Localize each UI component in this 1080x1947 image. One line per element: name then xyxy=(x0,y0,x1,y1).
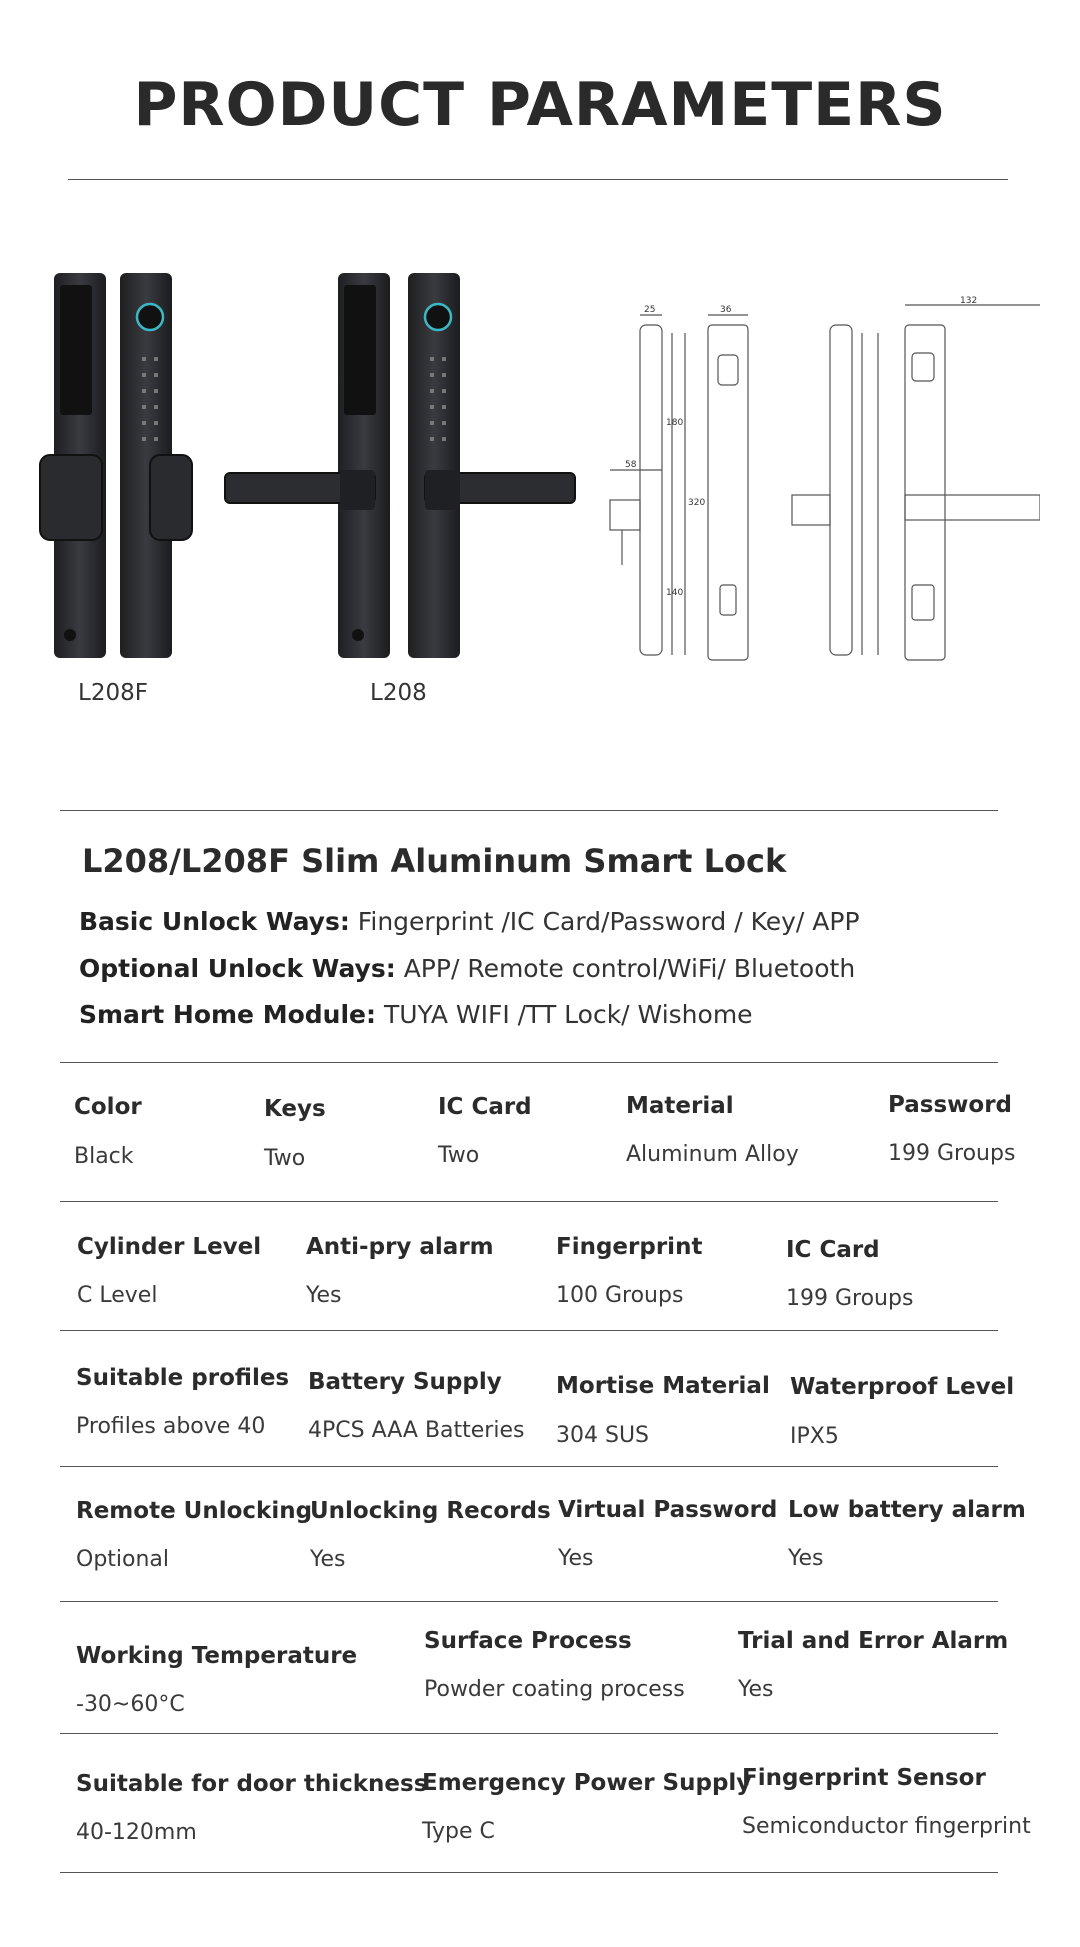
basic-unlock-value: Fingerprint /IC Card/Password / Key/ APP xyxy=(349,907,860,936)
page-title: PRODUCT PARAMETERS xyxy=(133,70,947,140)
param-label-ic-card: IC Card xyxy=(438,1094,532,1120)
param-label-surface-process: Surface Process xyxy=(424,1628,632,1654)
param-label-door-thickness: Suitable for door thickness xyxy=(76,1771,428,1797)
param-label-anti-pry: Anti-pry alarm xyxy=(306,1234,494,1260)
param-label-fingerprint-sensor: Fingerprint Sensor xyxy=(742,1765,986,1791)
lock-l208f-image xyxy=(30,265,195,665)
basic-unlock-label: Basic Unlock Ways: xyxy=(79,907,350,936)
header-divider xyxy=(68,179,1008,180)
technical-drawing xyxy=(600,295,1040,675)
table-rule xyxy=(60,1872,998,1873)
model-label-l208: L208 xyxy=(370,680,427,706)
param-label-material: Material xyxy=(626,1093,734,1119)
param-value-anti-pry: Yes xyxy=(306,1283,342,1308)
param-label-waterproof: Waterproof Level xyxy=(790,1374,1015,1400)
param-value-low-battery: Yes xyxy=(788,1546,824,1571)
param-label-low-battery: Low battery alarm xyxy=(788,1497,1026,1523)
table-rule xyxy=(60,1466,998,1467)
smart-home-label: Smart Home Module: xyxy=(79,1000,376,1029)
param-label-remote-unlocking: Remote Unlocking xyxy=(76,1498,313,1524)
param-label-password: Password xyxy=(888,1092,1012,1118)
dim-36: 36 xyxy=(720,305,732,315)
param-value-cylinder-level: C Level xyxy=(77,1283,158,1308)
param-label-emergency-power: Emergency Power Supply xyxy=(422,1770,752,1796)
param-label-fingerprint: Fingerprint xyxy=(556,1234,703,1260)
dim-132: 132 xyxy=(960,296,978,306)
param-value-fingerprint-sensor: Semiconductor fingerprint xyxy=(742,1814,1031,1839)
dim-58: 58 xyxy=(625,460,637,470)
param-value-door-thickness: 40-120mm xyxy=(76,1820,197,1845)
param-value-keys: Two xyxy=(264,1146,306,1171)
param-label-trial-error: Trial and Error Alarm xyxy=(738,1628,1009,1654)
dim-180: 180 xyxy=(666,418,684,428)
param-label-cylinder-level: Cylinder Level xyxy=(77,1234,262,1260)
param-value-surface-process: Powder coating process xyxy=(424,1677,685,1702)
table-rule xyxy=(60,1330,998,1331)
param-value-virtual-password: Yes xyxy=(558,1546,594,1571)
param-label-ic-card-2: IC Card xyxy=(786,1237,880,1263)
param-value-working-temperature: -30~60°C xyxy=(76,1692,185,1717)
dim-320: 320 xyxy=(688,498,706,508)
param-label-unlocking-records: Unlocking Records xyxy=(310,1498,551,1524)
dim-25: 25 xyxy=(644,305,656,315)
optional-unlock-value: APP/ Remote control/WiFi/ Bluetooth xyxy=(395,954,856,983)
param-value-material: Aluminum Alloy xyxy=(626,1142,799,1167)
param-label-mortise-material: Mortise Material xyxy=(556,1373,770,1399)
table-rule xyxy=(60,1601,998,1602)
model-label-l208f: L208F xyxy=(78,680,148,706)
optional-unlock-line xyxy=(79,954,855,983)
param-value-ic-card: Two xyxy=(438,1143,480,1168)
param-value-mortise-material: 304 SUS xyxy=(556,1423,650,1448)
param-value-fingerprint: 100 Groups xyxy=(556,1283,684,1308)
param-value-remote-unlocking: Optional xyxy=(76,1547,170,1572)
lock-l208-image xyxy=(220,265,580,665)
table-rule xyxy=(60,1201,998,1202)
smart-home-line xyxy=(79,1000,753,1029)
param-value-suitable-profiles: Profiles above 40 xyxy=(76,1414,266,1439)
section-divider xyxy=(60,810,998,811)
param-value-ic-card-2: 199 Groups xyxy=(786,1286,914,1311)
smart-home-value: TUYA WIFI /TT Lock/ Wishome xyxy=(376,1000,753,1029)
param-label-keys: Keys xyxy=(264,1096,326,1122)
basic-unlock-line xyxy=(79,907,860,936)
param-label-battery-supply: Battery Supply xyxy=(308,1369,502,1395)
param-value-unlocking-records: Yes xyxy=(310,1547,346,1572)
table-rule xyxy=(60,1062,998,1063)
param-value-waterproof: IPX5 xyxy=(790,1424,839,1449)
param-value-color: Black xyxy=(74,1144,134,1169)
optional-unlock-label: Optional Unlock Ways: xyxy=(79,954,396,983)
table-rule xyxy=(60,1733,998,1734)
dim-140: 140 xyxy=(666,588,684,598)
param-value-battery-supply: 4PCS AAA Batteries xyxy=(308,1418,525,1443)
param-label-virtual-password: Virtual Password xyxy=(558,1497,778,1523)
param-label-color: Color xyxy=(74,1094,142,1120)
param-value-emergency-power: Type C xyxy=(422,1819,495,1844)
param-label-suitable-profiles: Suitable profiles xyxy=(76,1365,290,1391)
param-value-trial-error: Yes xyxy=(738,1677,774,1702)
param-value-password: 199 Groups xyxy=(888,1141,1016,1166)
product-title: L208/L208F Slim Aluminum Smart Lock xyxy=(82,842,787,880)
param-label-working-temperature: Working Temperature xyxy=(76,1643,358,1669)
